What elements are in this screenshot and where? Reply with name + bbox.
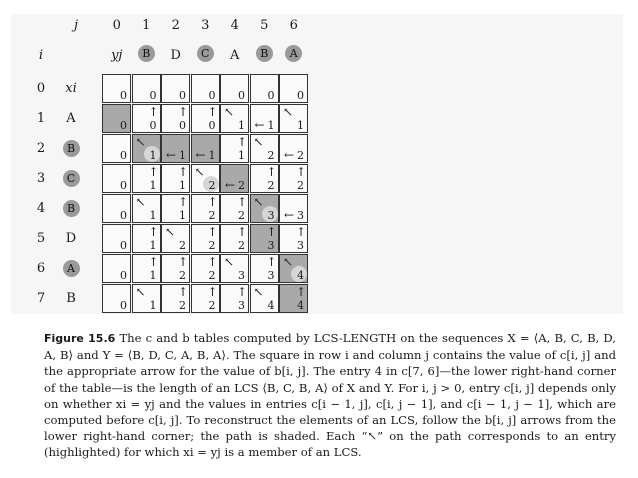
table-cell [220,194,249,223]
table-cell [132,164,161,193]
table-cell [132,104,161,133]
cell-value: 1 [149,149,157,162]
x-sequence-letter [61,140,81,157]
table-cell [250,224,279,253]
row-index: 3 [36,171,46,186]
j-header: j [73,18,79,33]
cell-value: 1 [149,239,157,252]
cell-value: 2 [208,239,216,252]
arrow-up-icon: ↑ [266,165,277,179]
cell-value: 1 [179,179,186,192]
table-cell [132,134,161,163]
arrow-diag-icon: ↖ [283,255,294,269]
x-sequence-letter: D [65,231,77,246]
table-cell [132,284,161,313]
table-cell [102,194,131,223]
arrow-diag-icon: ↖ [253,195,264,209]
arrow-diag-icon: ↖ [135,195,146,209]
cell-value: 0 [179,89,186,102]
cell-value: 3 [267,269,275,282]
cell-value: 0 [297,89,304,102]
table-cell [279,254,308,283]
table-cell [132,74,161,103]
y-sequence-letter [254,45,274,62]
y-sequence-letter [284,45,304,62]
cell-value: 2 [179,299,186,312]
table-cell [102,284,131,313]
arrow-diag-icon: ↖ [224,105,235,119]
i-header: i [38,48,44,63]
cell-value: 0 [120,149,127,162]
arrow-up-icon: ↑ [178,195,189,209]
row-index: 6 [36,261,46,276]
table-cell [279,104,308,133]
arrow-up-icon: ↑ [237,195,248,209]
x-sequence-letter: A [66,111,76,126]
table-cell [220,104,249,133]
cell-value: 1 [297,119,304,132]
y-sequence-letter [136,45,156,62]
table-cell [102,104,131,133]
col-index: 0 [112,18,121,33]
x-sequence-letter [61,260,81,277]
arrow-up-icon: ↑ [178,255,189,269]
row-index: 1 [36,111,46,126]
cell-value: 0 [267,89,275,102]
cell-value: 3 [238,299,245,312]
table-cell [191,284,220,313]
table-cell [161,74,190,103]
cell-value: 2 [238,179,245,192]
x-highlight-circle: B [63,140,80,157]
table-cell [102,164,131,193]
arrow-left-icon: ← [284,148,295,162]
cell-value: 1 [149,209,157,222]
cell-value: 2 [267,179,275,192]
table-cell [250,164,279,193]
arrow-up-icon: ↑ [178,105,189,119]
y-highlight-circle: C [197,45,214,62]
cell-value: 0 [120,119,127,132]
table-cell [102,254,131,283]
arrow-up-icon: ↑ [148,105,159,119]
table-cell [161,194,190,223]
table-cell [279,134,308,163]
table-cell [279,284,308,313]
table-cell [191,224,220,253]
cell-value: 1 [238,119,245,132]
arrow-up-icon: ↑ [207,105,218,119]
cell-value: 3 [238,269,245,282]
y-sequence-letter: A [230,48,240,63]
arrow-up-icon: ↑ [237,225,248,239]
table-cell [161,134,190,163]
y-highlight-circle: B [256,45,273,62]
cell-value: 1 [149,299,157,312]
arrow-diag-icon: ↖ [224,255,235,269]
cell-value: 2 [208,179,216,192]
arrow-up-icon: ↑ [148,255,159,269]
table-cell [161,284,190,313]
arrow-left-icon: ← [225,178,236,192]
col-index: 6 [289,18,298,33]
cell-value: 4 [267,299,275,312]
cell-value: 0 [120,239,127,252]
arrow-up-icon: ↑ [178,165,189,179]
x-sequence-letter [61,200,81,217]
arrow-up-icon: ↑ [266,255,277,269]
table-cell [220,74,249,103]
x-sequence-letter: B [66,291,76,306]
cell-value: 0 [149,89,157,102]
cell-value: 4 [297,299,304,312]
lcs-grid [102,74,310,314]
cell-value: 1 [179,149,186,162]
cell-value: 2 [208,209,216,222]
table-cell [191,164,220,193]
row-index: 4 [36,201,46,216]
y-highlight-circle: B [138,45,155,62]
arrow-up-icon: ↑ [296,285,307,299]
figure-caption [44,330,616,461]
table-cell [161,254,190,283]
arrow-up-icon: ↑ [148,165,159,179]
table-cell [250,194,279,223]
table-cell [250,104,279,133]
table-cell [191,74,220,103]
table-cell [279,164,308,193]
cell-value: 2 [297,149,304,162]
y-sequence-letter [195,45,215,62]
cell-value: 0 [238,89,245,102]
arrow-up-icon: ↑ [296,225,307,239]
cell-value: 0 [120,179,127,192]
table-cell [132,224,161,253]
table-cell [102,74,131,103]
cell-value: 0 [120,299,127,312]
arrow-up-icon: ↑ [207,255,218,269]
table-cell [220,284,249,313]
x-highlight-circle: C [63,170,80,187]
table-cell [102,224,131,253]
arrow-up-icon: ↑ [207,195,218,209]
lcs-table-figure [11,14,623,314]
table-cell [220,164,249,193]
cell-value: 0 [208,89,216,102]
col-index: 1 [142,18,151,33]
cell-value: 2 [179,269,186,282]
arrow-diag-icon: ↖ [194,165,205,179]
arrow-left-icon: ← [284,208,295,222]
cell-value: 1 [149,179,157,192]
col-index: 3 [201,18,210,33]
cell-value: 3 [297,239,304,252]
cell-value: 2 [297,179,304,192]
cell-value: 2 [179,239,186,252]
arrow-up-icon: ↑ [207,225,218,239]
cell-value: 1 [179,209,186,222]
col-index: 5 [260,18,269,33]
caption-text: The c and b tables computed by LCS-LENGTH on the sequences X = ⟨A, B, C, B, D, A, B⟩ and Y = ⟨B, D, C, A, B, A⟩. The square in row i and column j contains the value of c[i, j] and the appropriate arrow for the value of b[i, j]. The entry 4 in c[7, 6]—the lower right-hand corner of the table—is the length of an LCS ⟨B, C, B, A⟩ of X and Y. For i, j > 0, entry c[i, j] depends only on whether xi = yj and the values in entries c[i − 1, j], c[i, j − 1], and c[i − 1, j − 1], which are computed before c[i, j]. To reconstruct the elements of an LCS, follow the b[i, j] arrows from the lower right-hand corner; the path is shaded. Each “↖” on the path corresponds to an entry (highlighted) for which xi = yj is a member of an LCS. [44,331,616,460]
cell-value: 2 [267,149,275,162]
arrow-up-icon: ↑ [296,165,307,179]
cell-value: 2 [208,269,216,282]
row-index: 0 [36,81,46,96]
table-cell [191,254,220,283]
y-highlight-circle: A [285,45,302,62]
cell-value: 1 [208,149,216,162]
table-cell [220,134,249,163]
arrow-left-icon: ← [195,148,206,162]
arrow-diag-icon: ↖ [253,135,264,149]
table-cell [161,104,190,133]
cell-value: 4 [297,269,304,282]
cell-value: 2 [238,209,245,222]
arrow-up-icon: ↑ [148,225,159,239]
cell-value: 0 [120,89,127,102]
row-index: 2 [36,141,46,156]
table-cell [161,224,190,253]
table-cell [220,224,249,253]
table-cell [250,284,279,313]
cell-value: 0 [208,119,216,132]
x-highlight-circle: B [63,200,80,217]
table-cell [191,104,220,133]
table-cell [132,254,161,283]
arrow-diag-icon: ↖ [135,285,146,299]
row-index: 7 [36,291,46,306]
cell-value: 3 [267,239,275,252]
cell-value: 0 [179,119,186,132]
table-cell [250,74,279,103]
arrow-left-icon: ← [254,118,265,132]
table-cell [279,74,308,103]
table-cell [250,254,279,283]
row-index: 5 [36,231,46,246]
cell-value: 1 [238,149,245,162]
table-cell [132,194,161,223]
table-cell [161,164,190,193]
col-index: 2 [171,18,180,33]
arrow-up-icon: ↑ [237,135,248,149]
table-cell [250,134,279,163]
table-cell [220,254,249,283]
arrow-up-icon: ↑ [207,285,218,299]
y-label: yj [111,48,123,63]
arrow-left-icon: ← [166,148,177,162]
cell-value: 0 [120,209,127,222]
cell-value: 0 [149,119,157,132]
cell-value: 0 [120,269,127,282]
cell-value: 3 [297,209,304,222]
table-cell [191,134,220,163]
arrow-diag-icon: ↖ [165,225,176,239]
cell-value: 2 [208,299,216,312]
table-cell [191,194,220,223]
arrow-up-icon: ↑ [178,285,189,299]
cell-value: 2 [238,239,245,252]
cell-value: 3 [267,209,275,222]
arrow-diag-icon: ↖ [283,105,294,119]
cell-value: 1 [149,269,157,282]
table-cell [279,224,308,253]
arrow-diag-icon: ↖ [135,135,146,149]
x-highlight-circle: A [63,260,80,277]
y-sequence-letter: D [170,48,181,63]
arrow-diag-icon: ↖ [253,285,264,299]
arrow-up-icon: ↑ [266,225,277,239]
cell-value: 1 [267,119,275,132]
arrow-up-icon: ↑ [237,285,248,299]
figure-label: Figure 15.6 [44,332,116,345]
x-label: xi [65,81,77,96]
x-sequence-letter [61,170,81,187]
col-index: 4 [230,18,239,33]
table-cell [279,194,308,223]
table-cell [102,134,131,163]
